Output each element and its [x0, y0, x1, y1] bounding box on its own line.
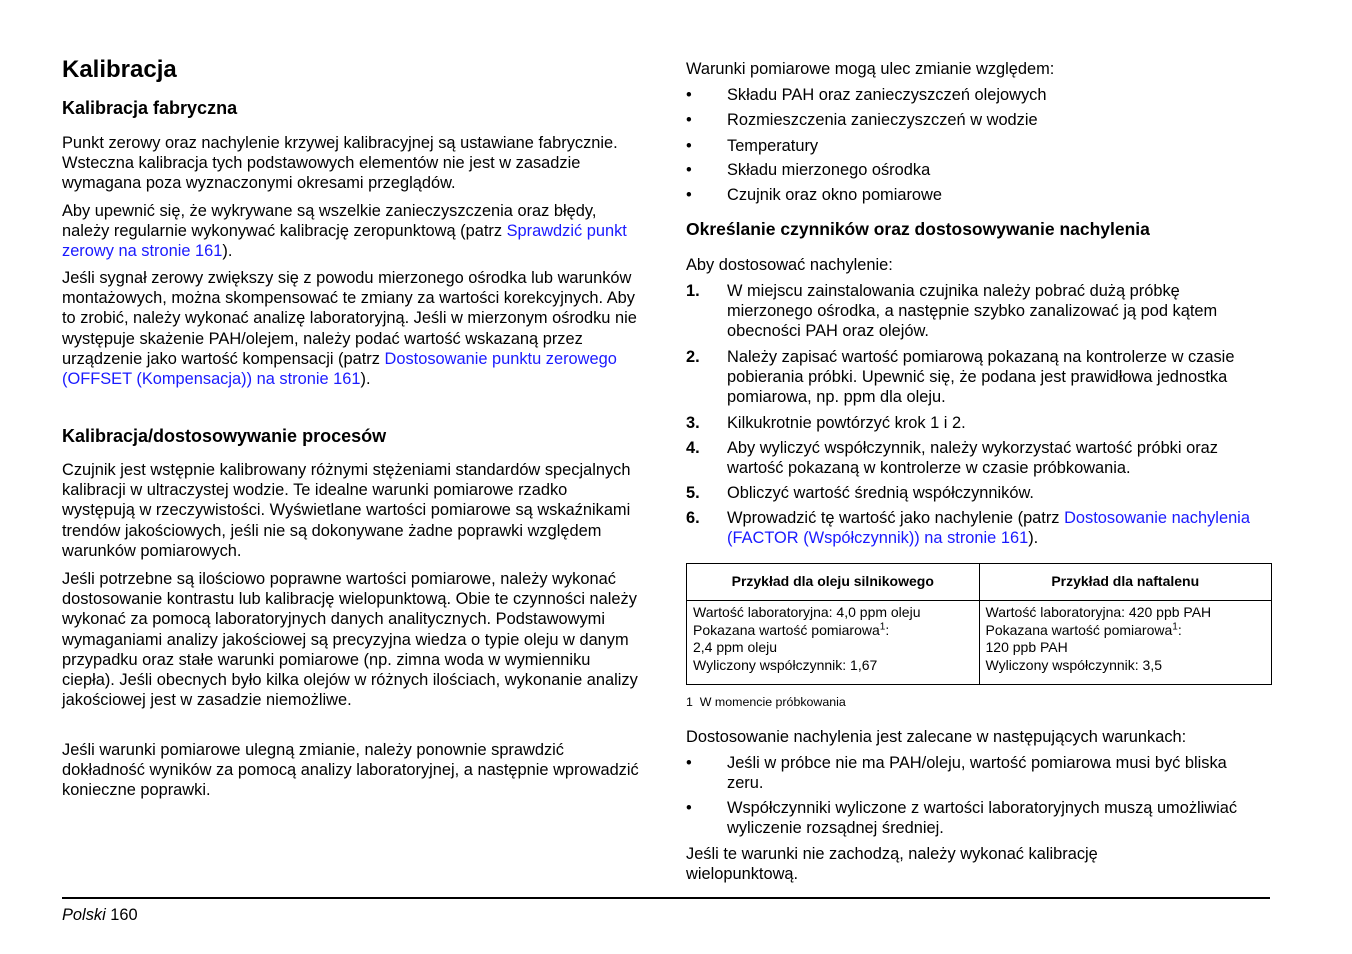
- process-paragraph-3: Jeśli warunki pomiarowe ulegną zmianie, należy ponownie sprawdzić dokładność wyników za pomocą analizy laboratoryjnej, a następnie wprowadzić konieczne poprawki.: [62, 741, 639, 800]
- table-header-row: [687, 564, 1272, 601]
- conditions-intro: Warunki pomiarowe mogą ulec zmianie względem:: [686, 60, 1055, 78]
- table-cell: Wartość laboratoryjna: 4,0 ppm oleju Pokazana wartość pomiarowa$^1$: 2,4 ppm oleju Wyliczony współczynnik: 1,67: [687, 601, 980, 685]
- factory-paragraph-2: Aby upewnić się, że wykrywane są wszelkie zanieczyszczenia oraz błędy, należy regularnie wykonywać kalibrację zeropunktową (patrz Sprawdzić punkt zerowy na stronie 161).: [62, 202, 627, 261]
- bullet-mark: •: [686, 161, 692, 179]
- recommend-outro: Jeśli te warunki nie zachodzą, należy wykonać kalibrację wielopunktową.: [686, 845, 1098, 884]
- table-header-cell: Przykład dla naftalenu: [979, 564, 1272, 601]
- factor-link[interactable]: Dostosowanie nachylenia (FACTOR (Współczynnik)) na stronie 161: [727, 509, 1250, 548]
- footer-divider: [62, 897, 1270, 899]
- example-table: [686, 563, 1272, 685]
- table-row: [687, 601, 1272, 685]
- page-number: 160: [110, 906, 138, 924]
- page-footer: [62, 906, 138, 925]
- bullet-mark: •: [686, 111, 692, 129]
- factory-calibration-heading: Kalibracja fabryczna: [62, 98, 238, 118]
- table-footnote: 1 W momencie próbkowania: [686, 695, 846, 709]
- bullet-mark: •: [686, 799, 692, 817]
- slope-intro: Aby dostosować nachylenie:: [686, 256, 893, 274]
- bullet-mark: •: [686, 137, 692, 155]
- footer-language: Polski: [62, 906, 106, 924]
- slope-heading: Określanie czynników oraz dostosowywanie nachylenia: [686, 219, 1150, 239]
- recommend-intro: Dostosowanie nachylenia jest zalecane w następujących warunkach:: [686, 728, 1187, 746]
- process-paragraph-2: Jeśli potrzebne są ilościowo poprawne wartości pomiarowe, należy wykonać dostosowanie kontrastu lub kalibrację wielopunktową. Obie te czynności należy wykonać za pomocą laboratoryjnych danych analitycznych. Podstawowymi wymaganiami analizy jakościowej są precyzyjna wiedza o typie oleju w danym przypadku oraz stałe warunki pomiarowe (np. zimna woda w wymienniku ciepła). Jeśli obecnych było kilka olejów w różnych ilościach, wykonanie analizy jakościowej jest w zasadzie niemożliwe.: [62, 570, 638, 710]
- table-header-cell: Przykład dla oleju silnikowego: [687, 564, 980, 601]
- zero-point-link[interactable]: Sprawdzić punkt zerowy na stronie 161: [62, 222, 627, 261]
- offset-link[interactable]: Dostosowanie punktu zerowego (OFFSET (Kompensacja)) na stronie 161: [62, 349, 617, 389]
- bullet-mark: •: [686, 86, 692, 104]
- factory-paragraph-1: Punkt zerowy oraz nachylenie krzywej kalibracyjnej są ustawiane fabrycznie. Wsteczna kalibracja tych podstawowych elementów nie jest w zasadzie wymagana poza wyznaczonymi okresami przeglądów.: [62, 134, 618, 193]
- bullet-mark: •: [686, 186, 692, 204]
- factory-paragraph-3: Jeśli sygnał zerowy zwiększy się z powodu mierzonego ośrodka lub warunków montażowych, można skompensować te zmiany za wartości korekcyjnych. Aby to zrobić, należy wykonać analizę laboratoryjną. Jeśli w mierzonym ośrodku nie występuje skażenie PAH/olejem, należy podać wartość wskazaną przez urządzenie jako wartość kompensacji (patrz Dostosowanie punktu zerowego (OFFSET (Kompensacja)) na stronie 161).: [62, 269, 637, 389]
- process-paragraph-1: Czujnik jest wstępnie kalibrowany różnymi stężeniami standardów specjalnych kalibracji w ultraczystej wodzie. Te idealne warunki pomiarowe rzadko występują w rzeczywistości. Wyświetlane wartości pomiarowe są wskaźnikami trendów jakościowych, jeśli nie są dokonywane żadne poprawki względem warunków pomiarowych.: [62, 461, 631, 560]
- bullet-mark: •: [686, 754, 692, 772]
- table-cell: Wartość laboratoryjna: 420 ppb PAH Pokazana wartość pomiarowa$^1$: 120 ppb PAH Wyliczony współczynnik: 3,5: [979, 601, 1272, 685]
- page-title: Kalibracja: [62, 56, 177, 83]
- process-calibration-heading: Kalibracja/dostosowywanie procesów: [62, 426, 387, 446]
